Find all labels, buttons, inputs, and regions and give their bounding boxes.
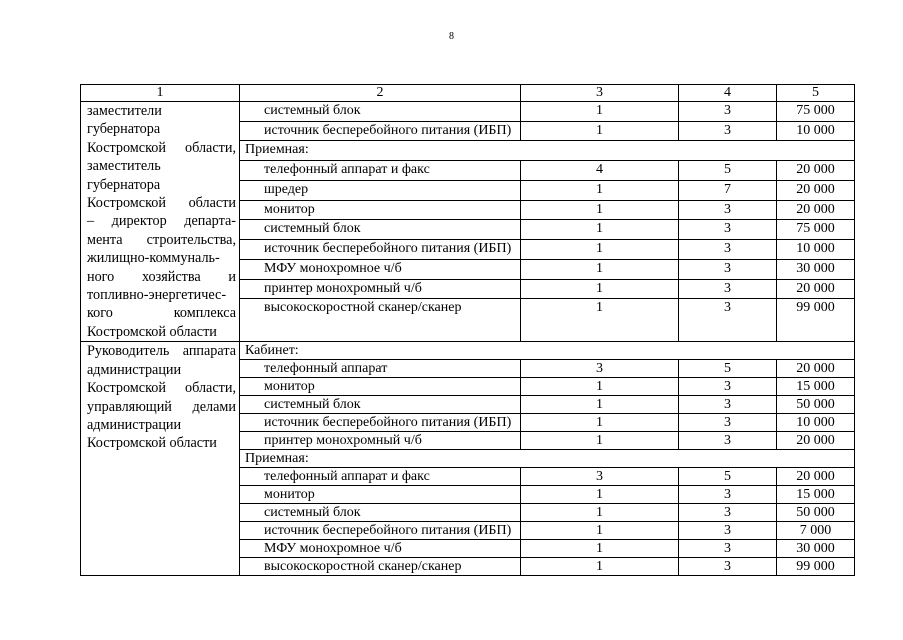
service-life-cell: 3: [679, 121, 777, 141]
section-office-label: Кабинет:: [240, 342, 855, 360]
table-row: [81, 102, 855, 122]
quantity-cell: 1: [521, 396, 679, 414]
quantity-cell: 1: [521, 200, 679, 220]
quantity-cell: 1: [521, 522, 679, 540]
equipment-name-cell: источник бесперебойного питания (ИБП): [240, 240, 521, 260]
table-header-row: [81, 85, 855, 102]
service-life-cell: 3: [679, 558, 777, 576]
price-cell: 20 000: [777, 161, 855, 181]
section-reception-label: Приемная:: [240, 450, 855, 468]
column-number-2: 2: [240, 85, 521, 102]
service-life-cell: 3: [679, 200, 777, 220]
service-life-cell: 3: [679, 299, 777, 342]
service-life-cell: 5: [679, 468, 777, 486]
official-position-line: топливно-энергетичес-: [87, 287, 227, 304]
quantity-cell: 1: [521, 558, 679, 576]
price-cell: 20 000: [777, 200, 855, 220]
section-reception-label: Приемная:: [240, 141, 855, 161]
service-life-cell: 3: [679, 432, 777, 450]
official-position-line: Костромской области,: [87, 380, 236, 397]
quantity-cell: 4: [521, 161, 679, 181]
service-life-cell: 7: [679, 180, 777, 200]
equipment-name-cell: системный блок: [240, 102, 521, 122]
price-cell: 50 000: [777, 504, 855, 522]
quantity-cell: 1: [521, 121, 679, 141]
equipment-norms-table: [80, 84, 855, 576]
official-position-line: управляющий делами: [87, 398, 236, 415]
price-cell: 10 000: [777, 240, 855, 260]
quantity-cell: 1: [521, 378, 679, 396]
quantity-cell: 1: [521, 486, 679, 504]
price-cell: 20 000: [777, 432, 855, 450]
official-position-line: Костромской области: [87, 195, 236, 212]
service-life-cell: 3: [679, 240, 777, 260]
service-life-cell: 5: [679, 161, 777, 181]
price-cell: 75 000: [777, 220, 855, 240]
service-life-cell: 3: [679, 220, 777, 240]
equipment-name-cell: телефонный аппарат и факс: [240, 161, 521, 181]
column-number-5: 5: [777, 85, 855, 102]
quantity-cell: 1: [521, 540, 679, 558]
quantity-cell: 1: [521, 259, 679, 279]
quantity-cell: 1: [521, 180, 679, 200]
service-life-cell: 5: [679, 360, 777, 378]
price-cell: 20 000: [777, 180, 855, 200]
quantity-cell: 1: [521, 432, 679, 450]
service-life-cell: 3: [679, 504, 777, 522]
official-position-line: мента строительства,: [87, 231, 236, 248]
official-position-line: Костромской области: [87, 323, 217, 340]
equipment-name-cell: шредер: [240, 180, 521, 200]
service-life-cell: 3: [679, 486, 777, 504]
quantity-cell: 1: [521, 240, 679, 260]
equipment-name-cell: источник бесперебойного питания (ИБП): [240, 121, 521, 141]
official-position-line: администрации: [87, 416, 182, 433]
official-position-line: жилищно-коммуналь-: [87, 250, 220, 267]
price-cell: 99 000: [777, 558, 855, 576]
service-life-cell: 3: [679, 259, 777, 279]
quantity-cell: 3: [521, 360, 679, 378]
service-life-cell: 3: [679, 414, 777, 432]
quantity-cell: 1: [521, 299, 679, 342]
equipment-name-cell: системный блок: [240, 504, 521, 522]
price-cell: 30 000: [777, 540, 855, 558]
official-position-line: кого комплекса: [87, 305, 236, 322]
equipment-name-cell: высокоскоростной сканер/сканер: [240, 299, 521, 342]
official-position-line: заместители: [87, 103, 162, 119]
quantity-cell: 1: [521, 279, 679, 299]
official-position-line: Руководитель аппарата: [87, 343, 236, 360]
price-cell: 20 000: [777, 468, 855, 486]
equipment-name-cell: монитор: [240, 378, 521, 396]
official-position-cell-chief-of-staff: [81, 342, 240, 576]
equipment-name-cell: монитор: [240, 200, 521, 220]
official-position-line: ного хозяйства и: [87, 268, 236, 285]
service-life-cell: 3: [679, 396, 777, 414]
equipment-name-cell: высокоскоростной сканер/сканер: [240, 558, 521, 576]
column-number-3: 3: [521, 85, 679, 102]
price-cell: 30 000: [777, 259, 855, 279]
equipment-name-cell: МФУ монохромное ч/б: [240, 259, 521, 279]
quantity-cell: 1: [521, 414, 679, 432]
price-cell: 10 000: [777, 121, 855, 141]
equipment-name-cell: принтер монохромный ч/б: [240, 432, 521, 450]
quantity-cell: 3: [521, 468, 679, 486]
price-cell: 75 000: [777, 102, 855, 122]
equipment-name-cell: системный блок: [240, 220, 521, 240]
service-life-cell: 3: [679, 540, 777, 558]
equipment-name-cell: источник бесперебойного питания (ИБП): [240, 414, 521, 432]
price-cell: 50 000: [777, 396, 855, 414]
equipment-name-cell: источник бесперебойного питания (ИБП): [240, 522, 521, 540]
quantity-cell: 1: [521, 220, 679, 240]
equipment-name-cell: монитор: [240, 486, 521, 504]
equipment-name-cell: принтер монохромный ч/б: [240, 279, 521, 299]
price-cell: 20 000: [777, 279, 855, 299]
service-life-cell: 3: [679, 378, 777, 396]
official-position-line: администрации: [87, 361, 182, 378]
price-cell: 7 000: [777, 522, 855, 540]
service-life-cell: 3: [679, 102, 777, 122]
official-position-line: – директор департа-: [87, 213, 236, 230]
price-cell: 20 000: [777, 360, 855, 378]
section-row: [81, 342, 855, 360]
column-number-1: 1: [81, 85, 240, 102]
equipment-name-cell: телефонный аппарат: [240, 360, 521, 378]
price-cell: 15 000: [777, 378, 855, 396]
official-position-line: Костромской области,: [87, 139, 236, 156]
equipment-name-cell: телефонный аппарат и факс: [240, 468, 521, 486]
equipment-name-cell: МФУ монохромное ч/б: [240, 540, 521, 558]
column-number-4: 4: [679, 85, 777, 102]
page-number: 8: [449, 31, 454, 42]
equipment-name-cell: системный блок: [240, 396, 521, 414]
quantity-cell: 1: [521, 102, 679, 122]
service-life-cell: 3: [679, 522, 777, 540]
price-cell: 10 000: [777, 414, 855, 432]
official-position-line: Костромской области: [87, 435, 217, 452]
service-life-cell: 3: [679, 279, 777, 299]
price-cell: 99 000: [777, 299, 855, 342]
quantity-cell: 1: [521, 504, 679, 522]
price-cell: 15 000: [777, 486, 855, 504]
official-position-cell-deputies: [81, 102, 240, 342]
official-position-line: губернатора: [87, 176, 161, 193]
official-position-line: губернатора: [87, 121, 161, 138]
official-position-line: заместитель: [87, 158, 161, 175]
